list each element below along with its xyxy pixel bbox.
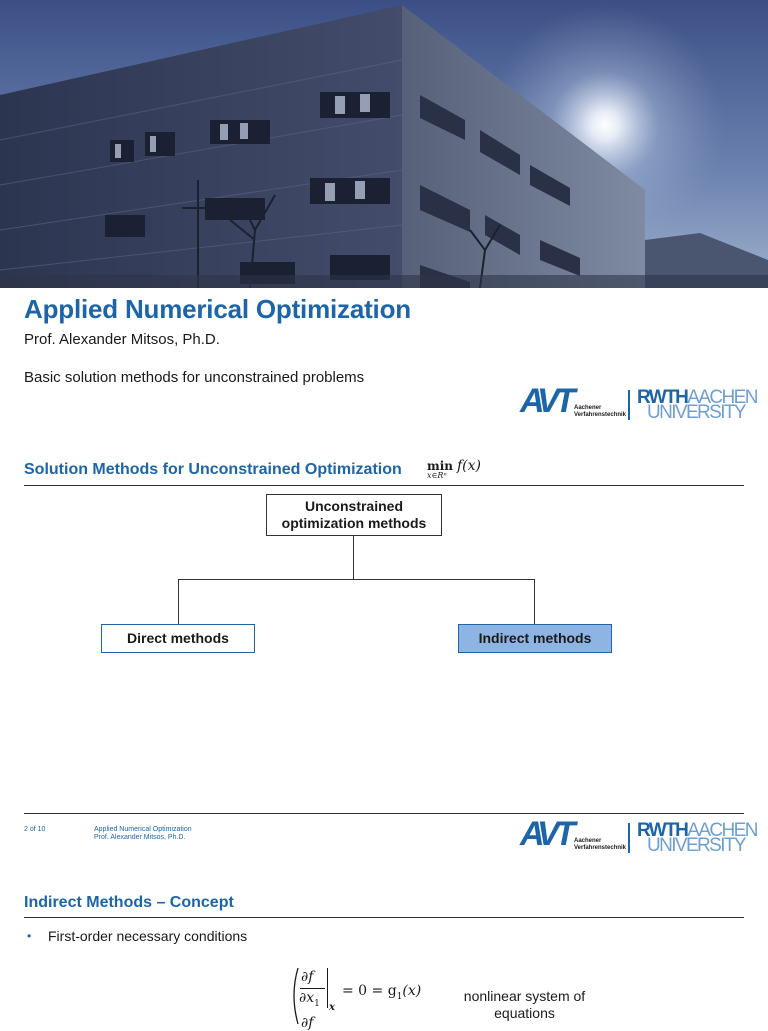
avt-caption-line1: Aachener (574, 405, 602, 411)
formula-body: f(x) (457, 458, 482, 474)
partial-x-denominator (299, 990, 320, 1009)
denominator-subscript: 1 (314, 998, 320, 1009)
direct-methods-label: Direct methods (127, 630, 229, 646)
bullet-marker: • (27, 929, 32, 943)
footer-course-title: Applied Numerical Optimization (94, 826, 192, 833)
avt-logo-caption (574, 838, 626, 852)
equation-rhs (342, 983, 421, 1002)
rwth-logo-bottom: UNIVERSITY (646, 835, 745, 856)
node-indirect-methods (458, 624, 612, 653)
indirect-methods-label: Indirect methods (478, 630, 592, 646)
rwth-light-text: AACHEN (687, 820, 757, 841)
fraction-bar (300, 988, 325, 989)
next-partial-numerator: ∂f (301, 1015, 314, 1031)
rwth-bold-text: RWTH (637, 387, 688, 408)
avt-caption-line2: Verfahrenstechnik (574, 412, 627, 418)
presentation-title: Applied Numerical Optimization (24, 294, 411, 324)
institution-logos (518, 382, 757, 423)
footer-info (94, 826, 192, 842)
avt-logo: AVT (520, 815, 571, 853)
rwth-bold-text: RWTH (637, 820, 688, 841)
logo-divider (628, 390, 630, 420)
rwth-logo-bottom: UNIVERSITY (646, 402, 745, 423)
hero-building-photo (0, 0, 768, 288)
slide2-heading-rule (24, 485, 744, 486)
root-node-unconstrained-methods (266, 494, 442, 536)
bullet-first-order-conditions: First-order necessary conditions (48, 928, 248, 944)
slide3-heading-rule (24, 917, 744, 918)
avt-logo-caption (574, 405, 626, 419)
footer-author: Prof. Alexander Mitsos, Ph.D. (94, 834, 186, 841)
objective-formula (427, 458, 497, 484)
slide2-heading: Solution Methods for Unconstrained Optimization (24, 461, 402, 478)
rhs-argument: (x) (402, 983, 422, 999)
formula-subscript: x∈Rⁿ (427, 471, 447, 480)
author-name: Prof. Alexander Mitsos, Ph.D. (24, 331, 220, 348)
slide3-heading: Indirect Methods – Concept (24, 894, 234, 911)
lecture-subtitle: Basic solution methods for unconstrained problems (24, 369, 365, 386)
root-node-label: Unconstrained optimization methods (281, 498, 427, 531)
page-number: 2 of 10 (24, 826, 46, 833)
avt-caption-line1: Aachener (574, 838, 602, 844)
equation-note: nonlinear system of equations (463, 988, 586, 1021)
rhs-text: = 0 = g (342, 983, 397, 999)
partial-f-numerator: ∂f (301, 969, 314, 985)
evaluation-bar (327, 968, 328, 1008)
rwth-light-text: AACHEN (687, 387, 757, 408)
node-direct-methods (101, 624, 255, 653)
logo-divider (628, 823, 630, 853)
institution-logos-footer (518, 815, 757, 856)
evaluation-point: x (329, 1002, 335, 1013)
connector-right-down (534, 579, 535, 625)
connector-horizontal (178, 579, 535, 580)
avt-caption-line2: Verfahrenstechnik (574, 845, 627, 851)
rhs-subscript: 1 (396, 991, 403, 1002)
building-photo-svg (0, 0, 768, 288)
slide2-footer-rule (24, 813, 744, 814)
connector-root-down (353, 536, 354, 580)
formula-min: min (427, 459, 453, 473)
connector-left-down (178, 579, 179, 625)
denominator-text: ∂x (299, 990, 315, 1006)
first-order-equation (288, 966, 448, 1031)
avt-logo: AVT (520, 382, 571, 420)
